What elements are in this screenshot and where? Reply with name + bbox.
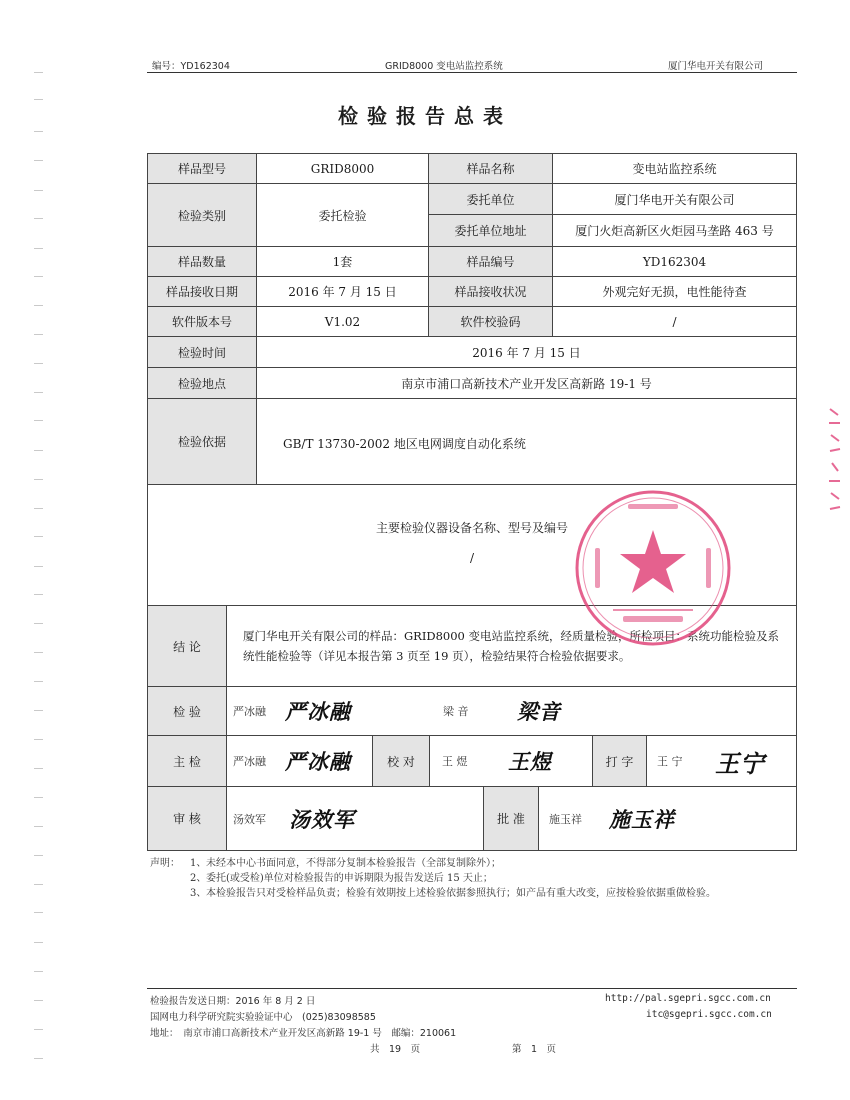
organization-phone: 国网电力科学研究院实验验证中心 (025)83098585 [150, 1012, 376, 1023]
typing-name: 王 宁 [657, 755, 683, 768]
test-place-value: 南京市浦口高新技术产业开发区高新路 19-1 号 [256, 367, 797, 399]
sample-model-label: 样品型号 [147, 153, 257, 184]
chief-signature: 严冰融 [285, 750, 351, 774]
basis-label: 检验依据 [147, 398, 257, 485]
footer-rule [147, 988, 797, 989]
client-label: 委托单位 [428, 183, 553, 215]
page-title: 检验报告总表 [338, 104, 512, 128]
typing-signature: 王宁 [715, 749, 765, 778]
instruments-value: / [470, 551, 475, 565]
review-cell [226, 786, 484, 851]
review-signature: 汤效军 [289, 807, 355, 832]
note-item-1 [150, 856, 800, 871]
receive-status-label: 样品接收状况 [428, 276, 553, 307]
report-number: 编号：YD162304 [152, 61, 230, 72]
sample-name-label: 样品名称 [428, 153, 553, 184]
client-address-value: 厦门火炬高新区火炬园马垄路 463 号 [552, 214, 797, 247]
notes-prefix: 声明： [150, 858, 180, 869]
organization-address: 地址： 南京市浦口高新技术产业开发区高新路 19-1 号 邮编：210061 [150, 1028, 457, 1039]
note-number: 1、 [190, 858, 207, 869]
proof-signature: 王煜 [508, 750, 552, 774]
conclusion-label: 结 论 [147, 605, 227, 687]
inspector-row [226, 686, 797, 736]
review-name: 汤效军 [233, 812, 266, 826]
typing-cell [646, 735, 797, 787]
proof-label: 校 对 [372, 735, 430, 787]
inspector1-signature: 严冰融 [285, 700, 351, 724]
test-time-label: 检验时间 [147, 336, 257, 368]
chief-name: 严冰融 [233, 755, 266, 768]
conclusion-value: 厦门华电开关有限公司的样品：GRID8000 变电站监控系统，经质量检验，所检项目：系统功能检验及系统性能检验等（详见本报告第 3 页至 19 页），检验结果符合检验依据要求。 [226, 605, 797, 687]
edge-seal-fragment [826, 405, 844, 515]
header-company: 厦门华电开关有限公司 [668, 61, 764, 72]
proof-cell [429, 735, 593, 787]
sample-number-label: 样品编号 [428, 246, 553, 277]
inspector-label: 检 验 [147, 686, 227, 736]
test-time-value: 2016 年 7 月 15 日 [256, 336, 797, 368]
basis-value: GB/T 13730-2002 地区电网调度自动化系统 [256, 398, 797, 485]
receive-status-value: 外观完好无损，电性能待查 [552, 276, 797, 307]
report-send-date: 检验报告发送日期：2016 年 8 月 2 日 [150, 996, 316, 1007]
email-link[interactable]: itc@sgepri.sgcc.com.cn [646, 1009, 772, 1020]
inspector1-name: 严冰融 [233, 705, 266, 718]
approve-name: 施玉祥 [549, 812, 582, 826]
note-text: 本检验报告只对受检样品负责；检验有效期按上述检验依据参照执行；如产品有重大改变，应按检验依据重做检验。 [206, 888, 716, 899]
header-system-name: GRID8000 变电站监控系统 [385, 61, 503, 72]
note-item-2 [150, 871, 800, 886]
client-address-label: 委托单位地址 [428, 214, 553, 247]
note-number: 2、 [190, 873, 207, 884]
total-pages: 共 19 页 [370, 1044, 421, 1055]
declaration-notes [150, 856, 800, 901]
inspector2-signature: 梁音 [517, 700, 561, 724]
website-link[interactable]: http://pal.sgepri.sgcc.com.cn [605, 993, 771, 1004]
approve-label: 批 准 [483, 786, 539, 851]
inspection-type-label: 检验类别 [147, 183, 257, 247]
typing-label: 打 字 [592, 735, 647, 787]
sample-name-value: 变电站监控系统 [552, 153, 797, 184]
sample-quantity-value: 1套 [256, 246, 429, 277]
receive-date-label: 样品接收日期 [147, 276, 257, 307]
software-version-label: 软件版本号 [147, 306, 257, 337]
inspection-type-value: 委托检验 [256, 183, 429, 247]
sample-model-value: GRID8000 [256, 153, 429, 184]
approve-cell [538, 786, 797, 851]
review-label: 审 核 [147, 786, 227, 851]
test-place-label: 检验地点 [147, 367, 257, 399]
approve-signature: 施玉祥 [609, 807, 675, 832]
chief-cell [226, 735, 373, 787]
sample-number-value: YD162304 [552, 246, 797, 277]
software-checksum-label: 软件校验码 [428, 306, 553, 337]
inspector2-name: 梁 音 [443, 705, 469, 718]
receive-date-value: 2016 年 7 月 15 日 [256, 276, 429, 307]
note-text: 委托(或受检)单位对检验报告的申诉期限为报告发送后 15 天止； [206, 873, 493, 884]
note-item-3 [150, 886, 800, 901]
client-value: 厦门华电开关有限公司 [552, 183, 797, 215]
sample-quantity-label: 样品数量 [147, 246, 257, 277]
instruments-title: 主要检验仪器设备名称、型号及编号 [375, 521, 568, 535]
note-text: 未经本中心书面同意，不得部分复制本检验报告（全部复制除外）； [206, 858, 501, 869]
page-number: 第 1 页 [512, 1044, 557, 1055]
software-version-value: V1.02 [256, 306, 429, 337]
chief-label: 主 检 [147, 735, 227, 787]
header-rule [147, 72, 797, 73]
official-seal-stamp [573, 488, 733, 648]
software-checksum-value: / [552, 306, 797, 337]
proof-name: 王 煜 [442, 755, 468, 768]
note-number: 3、 [190, 888, 207, 899]
